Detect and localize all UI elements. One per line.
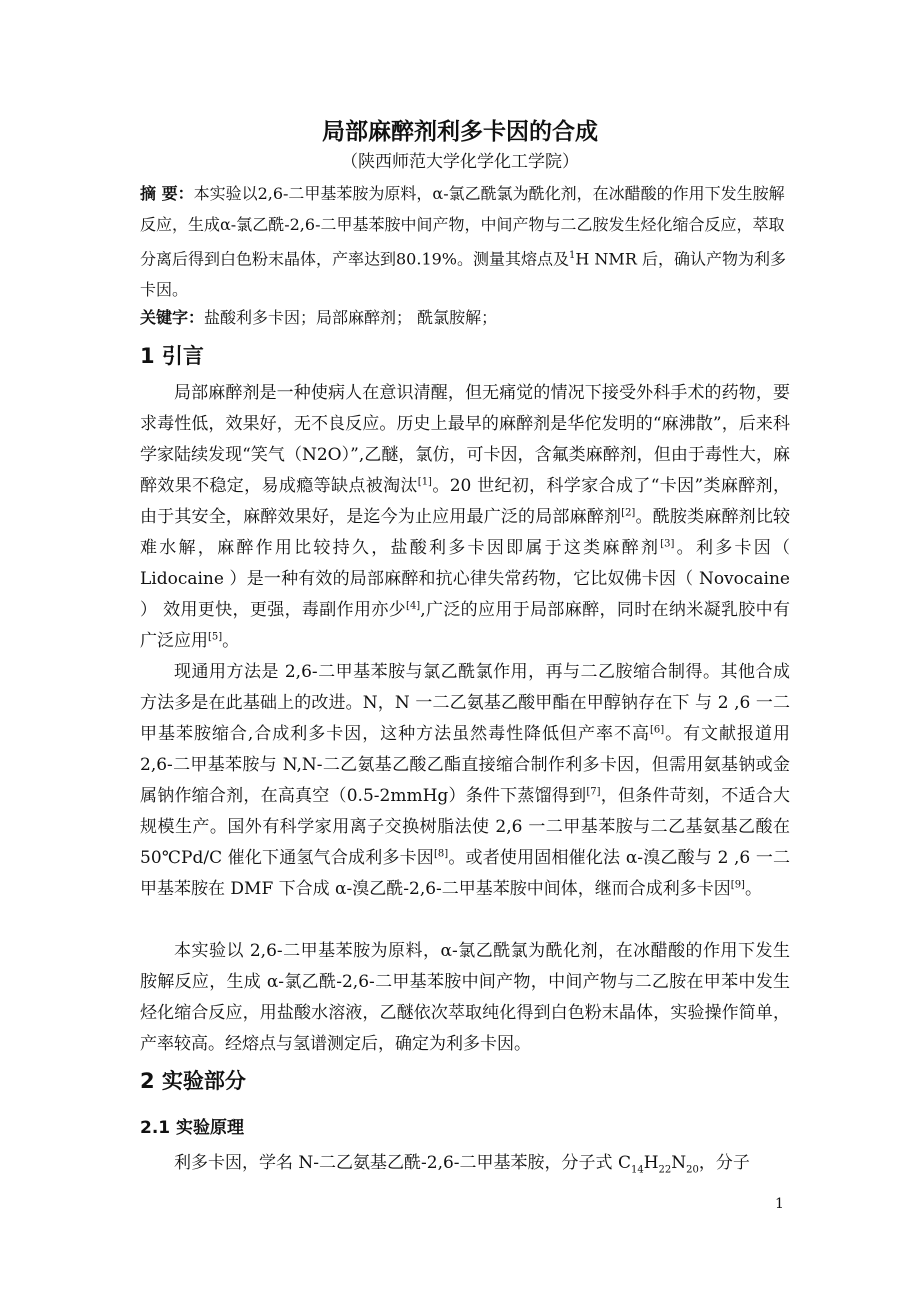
citation: [6] xyxy=(649,724,665,736)
abstract-label: 摘 要： xyxy=(140,184,194,203)
abstract xyxy=(140,178,790,305)
text-run: 局部麻醉剂是一种使病人在意识清醒，但无痛觉的情况下接受外科手术的药物，要求毒性低，效果好，无不良反应。历史上最早的麻醉剂是华佗发明的“麻沸散”，后来科学家陆续发现“笑气（N2O）”,乙醚，氯仿，可卡因，含氟类麻醉剂，但由于毒性大，麻醉效果不稳定，易成瘾等缺点被淘汰 xyxy=(140,383,790,496)
text-run: 现通用方法是 2,6-二甲基苯胺与氯乙酰氯作用，再与二乙胺缩合制得。其他合成方法多是在此基础上的改进。N，N 一二乙氨基乙酸甲酯在甲醇钠存在下 与 2 ,6 一二甲基苯胺缩合,合成利多卡因，这种方法虽然毒性降低但产率不高 xyxy=(140,662,790,744)
nmr-superscript: 1 xyxy=(569,250,576,261)
citation: [7] xyxy=(586,786,601,798)
keywords xyxy=(140,302,790,333)
citation: [9] xyxy=(730,879,745,891)
subscript: 22 xyxy=(658,1164,672,1176)
text-run: 。或者使用固相催化法 α-溴乙酸与 2 ,6 一二甲基苯胺在 DMF 下合成 α-溴乙酰-2,6-二甲基苯胺中间体，继而合成利多卡因 xyxy=(140,848,791,899)
text-run: 。20 世纪初，科学家合成了“卡因”类麻醉剂，由于其安全，麻醉效果好，是迄今为止应用最广泛的局部麻醉剂 xyxy=(140,476,790,527)
subscript: 14 xyxy=(630,1164,644,1176)
citation: [5] xyxy=(208,631,223,643)
citation: [4] xyxy=(406,600,421,612)
section-heading-intro: 1 引言 xyxy=(140,344,204,368)
text-run: 。酰胺类麻醉剂比较难水解，麻醉作用比较持久，盐酸利多卡因即属于这类麻醉剂 xyxy=(140,507,791,558)
principle-paragraph xyxy=(140,1148,790,1179)
citation: [2] xyxy=(621,507,636,519)
text-run: 。利多卡因（ Lidocaine ）是一种有效的局部麻醉和抗心律失常药物，它比奴佛卡因（ Novocaine ） 效用更快，更强，毒副作用亦少 xyxy=(140,538,791,620)
text-run: N xyxy=(671,1153,687,1173)
citation: [8] xyxy=(433,848,449,860)
text-run: 利多卡因，学名 N-二乙氨基乙酰-2,6-二甲基苯胺，分子式 C xyxy=(174,1153,631,1173)
paper-title: 局部麻醉剂利多卡因的合成 xyxy=(322,119,598,145)
text-run: ,广泛的应用于局部麻醉，同时在纳米凝乳胶中有广泛应用 xyxy=(140,600,791,651)
section-heading-experimental: 2 实验部分 xyxy=(140,1069,246,1093)
page-number: 1 xyxy=(775,1196,784,1212)
text-run: H xyxy=(643,1153,659,1173)
intro-paragraph-1 xyxy=(140,378,790,657)
intro-paragraph-3: 本实验以 2,6-二甲基苯胺为原料，α-氯乙酰氯为酰化剂，在冰醋酸的作用下发生胺解反应，生成 α-氯乙酰-2,6-二甲基苯胺中间产物，中间产物与二乙胺在甲苯中发生烃化缩合反应，用盐酸水溶液，乙醚依次萃取纯化得到白色粉末晶体，实验操作简单，产率较高。经熔点与氢谱测定后，确定为利多卡因。 xyxy=(140,941,790,1054)
text-run: ，但条件苛刻，不适合大规模生产。国外有科学家用离子交换树脂法使 2,6 一二甲基苯胺与二乙基氨基乙酸在 50℃Pd/C 催化下通氢气合成利多卡因 xyxy=(140,786,791,868)
subsection-heading-principle: 2.1 实验原理 xyxy=(140,1118,245,1138)
citation: [3] xyxy=(660,538,675,550)
abstract-text: 本实验以2,6-二甲基苯胺为原料，α-氯乙酰氯为酰化剂，在冰醋酸的作用下发生胺解反应，生成α-氯乙酰-2,6-二甲基苯胺中间产物，中间产物与二乙胺发生烃化缩合反应，萃取分离后得到白色粉末晶体，产率达到80.19%。测量其熔点及 xyxy=(140,184,785,269)
author-affiliation: （陕西师范大学化学化工学院） xyxy=(341,152,579,172)
keywords-label: 关键字： xyxy=(140,308,205,327)
keywords-text: 盐酸利多卡因；局部麻醉剂； 酰氯胺解； xyxy=(204,308,498,327)
text-run: 。 xyxy=(744,879,762,899)
text-run: ，分子 xyxy=(698,1153,750,1173)
citation: [1] xyxy=(417,476,432,488)
text-run: 。有文献报道用 2,6-二甲基苯胺与 N,N-二乙氨基乙酸乙酯直接缩合制作利多卡因，但需用氨基钠或金属钠作缩合剂，在高真空（0.5-2mmHg）条件下蒸馏得到 xyxy=(140,724,790,806)
intro-paragraph-2 xyxy=(140,657,790,905)
text-run: 。 xyxy=(222,631,240,651)
subscript: 20 xyxy=(686,1164,699,1176)
abstract-text-end: H NMR 后，确认产物为利多卡因。 xyxy=(140,249,786,300)
